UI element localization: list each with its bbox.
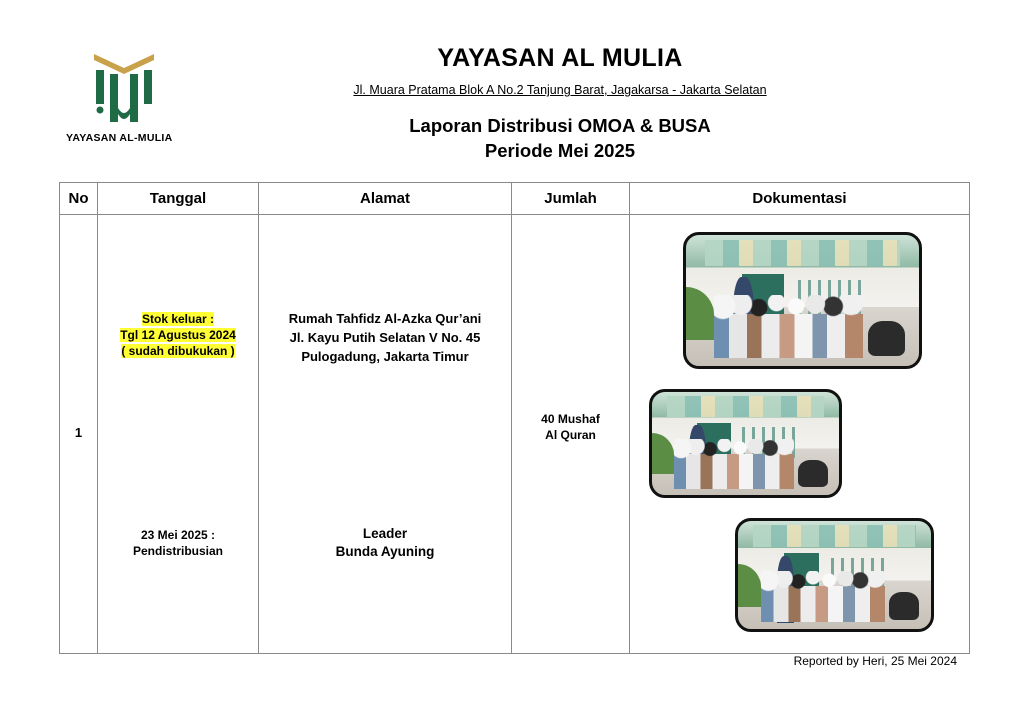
column-header-jumlah: Jumlah: [512, 183, 630, 215]
report-title: Laporan Distribusi OMOA & BUSA: [409, 115, 711, 136]
column-header-dokumentasi: Dokumentasi: [630, 183, 970, 215]
report-period: Periode Mei 2025: [484, 140, 636, 161]
leader-label: Leader: [362, 526, 408, 541]
column-header-tanggal: Tanggal: [98, 183, 259, 215]
organization-logo: [62, 46, 192, 146]
column-header-alamat: Alamat: [259, 183, 512, 215]
documentation-photo-1: [683, 232, 922, 369]
cell-no: [60, 215, 98, 654]
organization-title: YAYASAN AL MULIA: [437, 44, 683, 72]
al-mulia-emblem-icon: [92, 48, 156, 124]
stock-status: ( sudah dibukukan ): [121, 344, 235, 358]
quantity: [512, 411, 629, 443]
quantity-amount: 40 Mushaf: [541, 412, 600, 426]
recipient-street: Jl. Kayu Putih Selatan V No. 45: [289, 330, 481, 345]
quantity-item: Al Quran: [545, 428, 596, 442]
stock-note: [98, 311, 258, 359]
row-number: 1: [74, 425, 83, 440]
distribution-label: Pendistribusian: [132, 544, 224, 558]
report-footer: Reported by Heri, 25 Mei 2024: [793, 654, 957, 668]
logo-text: YAYASAN AL-MULIA: [66, 132, 173, 144]
column-header-no: No: [60, 183, 98, 215]
distribution-note: [98, 527, 258, 559]
recipient-address: [259, 309, 511, 366]
cell-tanggal: [98, 215, 259, 654]
stock-date: Tgl 12 Agustus 2024: [120, 328, 236, 342]
organization-address: Jl. Muara Pratama Blok A No.2 Tanjung Barat, Jagakarsa - Jakarta Selatan: [353, 83, 767, 97]
cell-dokumentasi: [630, 215, 970, 654]
recipient-area: Pulogadung, Jakarta Timur: [301, 349, 469, 364]
distribution-date: 23 Mei 2025 :: [140, 528, 216, 542]
documentation-photo-3: [735, 518, 934, 632]
recipient-name: Rumah Tahfidz Al-Azka Qur’ani: [288, 311, 482, 326]
documentation-photo-2: [649, 389, 842, 498]
cell-jumlah: [512, 215, 630, 654]
cell-alamat: [259, 215, 512, 654]
distribution-table: [59, 182, 970, 654]
leader-info: [259, 525, 511, 561]
table-row: [60, 215, 970, 654]
table-header-row: [60, 183, 970, 215]
stock-label: Stok keluar :: [141, 312, 215, 326]
leader-name: Bunda Ayuning: [335, 544, 435, 559]
